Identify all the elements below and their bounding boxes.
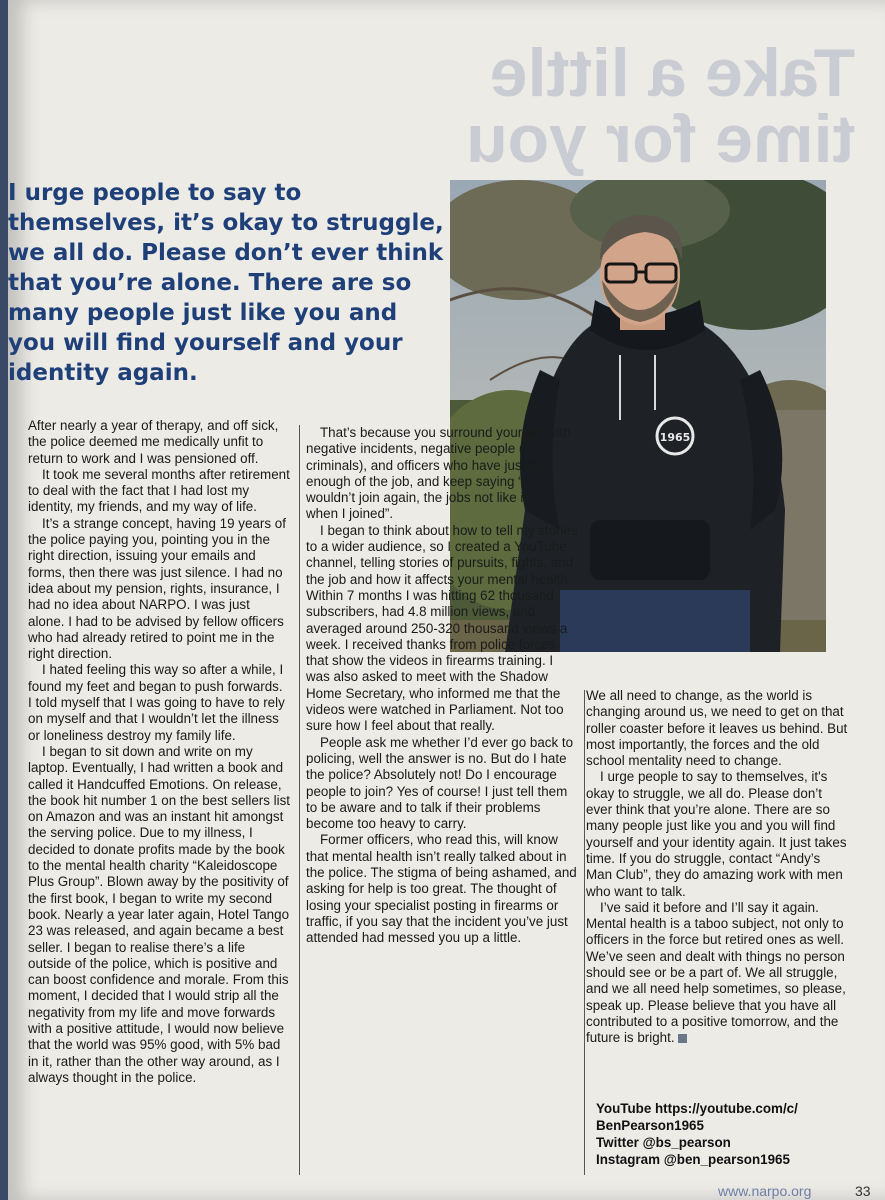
column-divider (299, 425, 300, 1175)
article-column-2 (306, 425, 578, 947)
article-column-3 (586, 688, 848, 1047)
article-paragraph: People ask me whether I’d ever go back to policing, well the answer is no. But do I hate the police? Absolutely not! Do I encourage people to join? Yes of course! I just tell them to be aware and to talk if their problems become too heavy to carry. (306, 734, 574, 832)
pull-quote-line: that you’re alone. There are so (8, 270, 412, 296)
article-paragraph: It took me several months after retirement to deal with the fact that I had lost my identity, my friends, and my way of life. (28, 466, 290, 515)
pull-quote-line: themselves, it’s okay to struggle, (8, 210, 444, 236)
instagram-link[interactable]: Instagram @ben_pearson1965 (596, 1152, 790, 1167)
closing-paragraph-text: I’ve said it before and I’ll say it again. Mental health is a taboo subject, not only to officers in the force but retired ones as well. We’ve seen and dealt with things no person should see or be a part of. We all struggle, and we all need help sometimes, so please, speak up. Please believe that you have all contributed to a positive tomorrow, and the future is bright. (586, 899, 846, 1046)
twitter-link[interactable]: Twitter @bs_pearson (596, 1135, 731, 1150)
youtube-link-handle[interactable]: BenPearson1965 (596, 1118, 704, 1133)
article-paragraph: We all need to change, as the world is changing around us, we need to get on that roller coaster before it leaves us behind. But most importantly, the forces and the old school mentality need to change. (586, 688, 848, 769)
social-links (596, 1100, 798, 1168)
pull-quote-line: identity again. (8, 360, 198, 386)
article-paragraph: I began to think about how to tell my stories to a wider audience, so I created a YouTube channel, telling stories of pursuits, fights, and the job and how it affects your mental health. Within 7 months I was hitting 62 thousand subscribers, had 4.8 million views, and averaged around 250-320 thousand views a week. I received thanks from police forces that show the videos in firearms training. I was also asked to meet with the Shadow Home Secretary, who informed me that the videos were watched in Parliament. Not too sure how I feel about that really. (306, 522, 578, 734)
article-paragraph (586, 900, 848, 1047)
article-paragraph: I hated feeling this way so after a while, I found my feet and began to push forwards. I told myself that I was going to have to rely on myself and that I wouldn’t let the illness or loneliness destroy my family life. (28, 662, 285, 743)
article-paragraph: I began to sit down and write on my laptop. Eventually, I had written a book and called it Handcuffed Emotions. On release, the book hit number 1 on the best sellers list on Amazon and was an instant hit amongst the serving police. Due to my illness, I decided to donate profits made by the book to the mental health charity “Kaleidoscope Plus Group”. Blown away by the positivity of the first book, I began to write my second book. Nearly a year later again, Hotel Tango 23 was released, and again became a best seller. I began to realise there’s a life outside of the police, which is positive and can boost confidence and morale. From this moment, I decided that I would strip all the negativity from my life and move forwards with a positive attitude, I would now believe that the world was 95% good, with 5% bad in it, rather than the other way around, as I always thought in the police. (28, 743, 291, 1085)
article-paragraph: That’s because you surround yourself with negative incidents, negative people (ie criminals), and officers who have just had enough of the job, and keep saying “I wouldn’t join again, the jobs not like it was when I joined”. (306, 425, 571, 522)
pull-quote-line: many people just like you and (8, 300, 398, 326)
page-number: 33 (855, 1183, 871, 1199)
pull-quote (8, 178, 444, 388)
article-paragraph: It’s a strange concept, having 19 years of the police paying you, pointing you in the right direction, issuing your emails and forms, then there was just silence. I had no idea about my pension, rights, insurance, I had no idea about NARPO. I was just alone. I had to be advised by fellow officers who had already retired to point me in the right direction. (28, 515, 286, 662)
column-divider (584, 690, 585, 1175)
youtube-link[interactable]: YouTube https://youtube.com/c/ (596, 1101, 798, 1116)
article-column-1 (28, 418, 290, 1086)
article-paragraph: After nearly a year of therapy, and off sick, the police deemed me medically unfit to return to work and I was pensioned off. (28, 418, 279, 466)
article-paragraph: Former officers, who read this, will know that mental health isn’t really talked about in the police. The stigma of being ashamed, and asking for help is too great. The thought of losing your specialist posting in firearms or traffic, if you say that the incident you’ve just attended had messed you up a little. (306, 832, 577, 946)
end-of-article-icon (678, 1034, 687, 1043)
show-through-text: Take a little time for you (465, 35, 855, 177)
pull-quote-line: you will find yourself and your (8, 330, 403, 356)
pull-quote-line: we all do. Please don’t ever think (8, 240, 444, 266)
hoodie-badge: 1965 (659, 431, 691, 444)
magazine-page (8, 0, 885, 1200)
article-paragraph: I urge people to say to themselves, it's okay to struggle, we all do. Please don’t ever think that you’re alone. There are so many people just like you and you will find yourself and your identity again. It just takes time. If you do struggle, contact “Andy’s Man Club”, they do amazing work with men who want to talk. (586, 769, 847, 899)
footer-url[interactable]: www.narpo.org (718, 1183, 812, 1199)
pull-quote-line: I urge people to say to (8, 180, 302, 206)
